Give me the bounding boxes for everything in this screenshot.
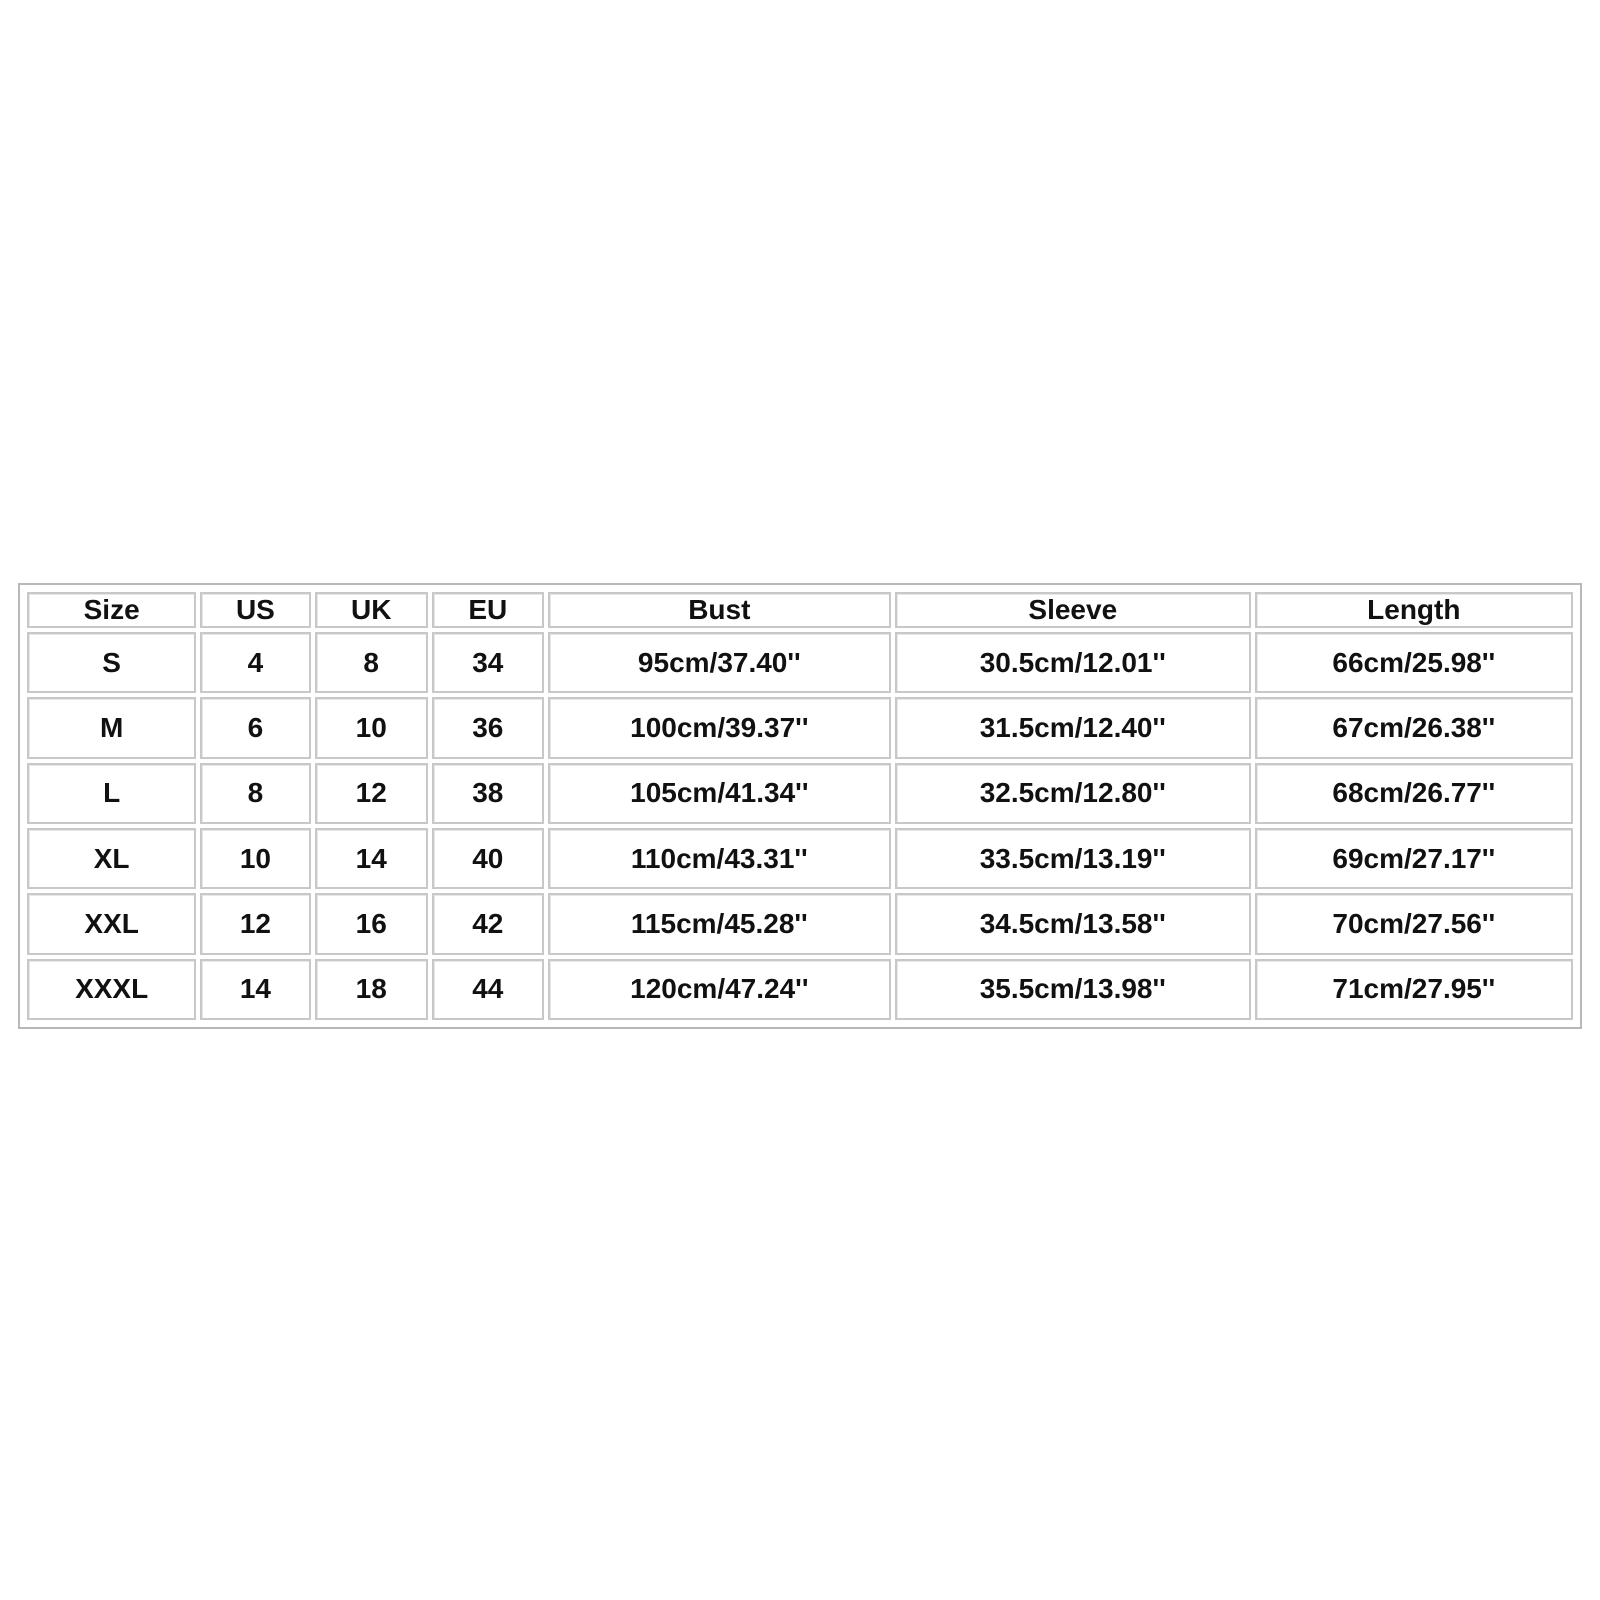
header-row <box>27 592 1573 628</box>
cell-us: 12 <box>200 893 310 954</box>
cell-length: 66cm/25.98'' <box>1255 632 1573 693</box>
header-eu: EU <box>432 592 544 628</box>
cell-size: L <box>27 763 196 824</box>
cell-eu: 42 <box>432 893 544 954</box>
header-sleeve: Sleeve <box>895 592 1251 628</box>
cell-bust: 110cm/43.31'' <box>548 828 891 889</box>
cell-sleeve: 32.5cm/12.80'' <box>895 763 1251 824</box>
cell-length: 68cm/26.77'' <box>1255 763 1573 824</box>
cell-eu: 44 <box>432 959 544 1020</box>
cell-sleeve: 35.5cm/13.98'' <box>895 959 1251 1020</box>
cell-bust: 100cm/39.37'' <box>548 697 891 758</box>
cell-size: M <box>27 697 196 758</box>
header-size: Size <box>27 592 196 628</box>
cell-sleeve: 31.5cm/12.40'' <box>895 697 1251 758</box>
cell-us: 4 <box>200 632 310 693</box>
cell-size: XXL <box>27 893 196 954</box>
header-us: US <box>200 592 310 628</box>
cell-sleeve: 30.5cm/12.01'' <box>895 632 1251 693</box>
cell-eu: 36 <box>432 697 544 758</box>
cell-uk: 18 <box>315 959 428 1020</box>
table-row <box>27 828 1573 889</box>
cell-uk: 12 <box>315 763 428 824</box>
table-row <box>27 697 1573 758</box>
cell-sleeve: 33.5cm/13.19'' <box>895 828 1251 889</box>
cell-bust: 120cm/47.24'' <box>548 959 891 1020</box>
cell-us: 8 <box>200 763 310 824</box>
cell-us: 6 <box>200 697 310 758</box>
cell-size: XL <box>27 828 196 889</box>
cell-uk: 14 <box>315 828 428 889</box>
table-row <box>27 632 1573 693</box>
cell-bust: 105cm/41.34'' <box>548 763 891 824</box>
cell-bust: 95cm/37.40'' <box>548 632 891 693</box>
cell-eu: 40 <box>432 828 544 889</box>
cell-us: 10 <box>200 828 310 889</box>
size-chart-table <box>23 588 1577 1024</box>
cell-uk: 8 <box>315 632 428 693</box>
header-length: Length <box>1255 592 1573 628</box>
cell-size: S <box>27 632 196 693</box>
cell-eu: 38 <box>432 763 544 824</box>
cell-length: 67cm/26.38'' <box>1255 697 1573 758</box>
table-row <box>27 763 1573 824</box>
cell-us: 14 <box>200 959 310 1020</box>
header-bust: Bust <box>548 592 891 628</box>
cell-eu: 34 <box>432 632 544 693</box>
cell-bust: 115cm/45.28'' <box>548 893 891 954</box>
cell-uk: 16 <box>315 893 428 954</box>
cell-size: XXXL <box>27 959 196 1020</box>
size-chart <box>18 583 1582 1029</box>
table-row <box>27 959 1573 1020</box>
cell-sleeve: 34.5cm/13.58'' <box>895 893 1251 954</box>
cell-uk: 10 <box>315 697 428 758</box>
cell-length: 69cm/27.17'' <box>1255 828 1573 889</box>
table-row <box>27 893 1573 954</box>
cell-length: 71cm/27.95'' <box>1255 959 1573 1020</box>
cell-length: 70cm/27.56'' <box>1255 893 1573 954</box>
header-uk: UK <box>315 592 428 628</box>
